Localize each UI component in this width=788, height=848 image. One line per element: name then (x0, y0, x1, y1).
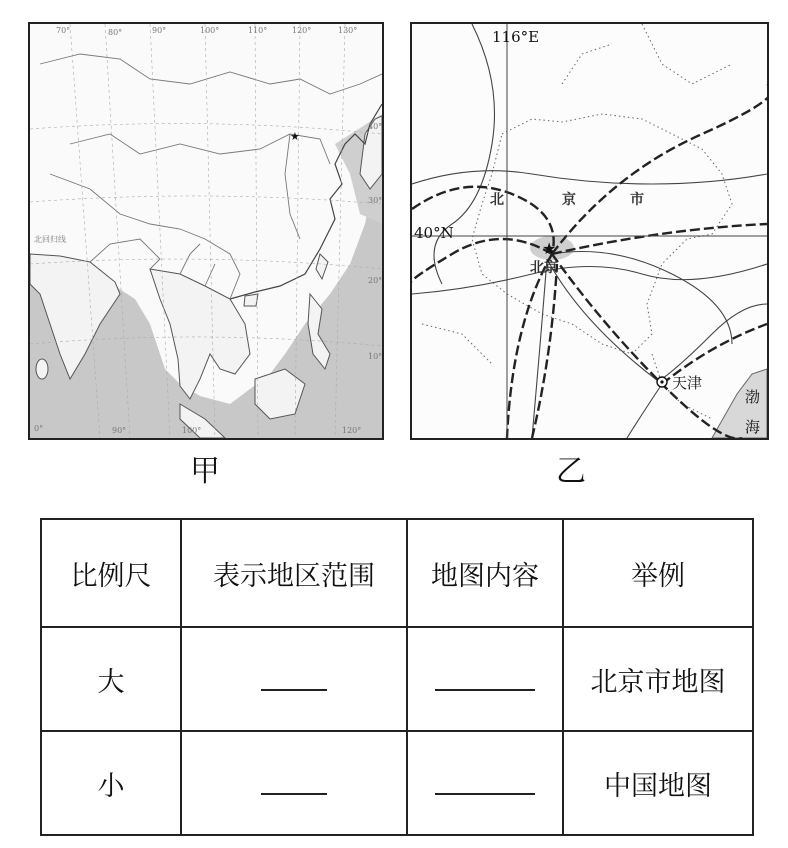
beijing-capital-star-icon: ★ (542, 239, 557, 258)
beijing-star-icon: ★ (290, 130, 300, 143)
cell-content-blank[interactable] (407, 731, 563, 835)
taiwan-island (316, 254, 328, 279)
table-header-row (41, 519, 753, 627)
hainan-island (244, 294, 258, 306)
beijing-map-drawing (412, 24, 767, 438)
cell-scale-small: 小 (41, 731, 181, 835)
asia-map-drawing (30, 24, 382, 438)
bottom-label-120: 120° (342, 426, 362, 435)
lon-label-80: 80° (108, 28, 123, 37)
map-a-caption: 甲 (190, 454, 220, 489)
lon-label-90: 90° (152, 26, 167, 35)
answer-blank[interactable] (261, 773, 327, 795)
lon-label-100: 100° (200, 26, 220, 35)
region-char-shi: 市 (630, 192, 644, 208)
cell-example-large: 北京市地图 (563, 627, 753, 731)
bottom-label-0: 0° (34, 424, 44, 433)
bottom-label-90: 90° (112, 426, 127, 435)
lon-label-130: 130° (338, 26, 358, 35)
bottom-label-100: 100° (182, 426, 202, 435)
lon-label-120: 120° (292, 26, 312, 35)
sea-char-bo: 渤 (745, 388, 761, 406)
roads (412, 24, 767, 438)
lat-label-10: 10° (368, 352, 383, 361)
lon-label-110: 110° (248, 26, 268, 35)
cell-area-blank[interactable] (181, 627, 407, 731)
lat-label-30: 30° (368, 196, 383, 205)
header-map-content: 地图内容 (407, 519, 563, 627)
table-row (41, 731, 753, 835)
lat-label-40n: 40°N (414, 224, 454, 242)
lon-label-116e: 116°E (492, 28, 540, 46)
header-scale: 比例尺 (41, 519, 181, 627)
lat-label-20: 20° (368, 276, 383, 285)
map-b-caption: 乙 (556, 454, 586, 489)
answer-blank[interactable] (261, 669, 327, 691)
cell-area-blank[interactable] (181, 731, 407, 835)
header-example: 举例 (563, 519, 753, 627)
header-area-range: 表示地区范围 (181, 519, 407, 627)
sea-char-hai: 海 (745, 418, 761, 436)
answer-blank[interactable] (435, 773, 535, 795)
sri-lanka-island (36, 359, 48, 379)
table-row (41, 627, 753, 731)
railways (412, 84, 767, 438)
map-beijing (410, 22, 769, 440)
tianjin-city-dot (660, 380, 663, 383)
lat-label-40: 40° (368, 122, 383, 131)
country-borders (40, 54, 382, 299)
answer-blank[interactable] (435, 669, 535, 691)
region-char-bei: 北 (490, 192, 504, 208)
cell-scale-large: 大 (41, 627, 181, 731)
region-char-jing: 京 (562, 192, 576, 208)
lon-label-70: 70° (56, 26, 71, 35)
tianjin-label: 天津 (672, 374, 703, 392)
tropic-of-cancer-label: 北回归线 (34, 235, 66, 244)
cell-content-blank[interactable] (407, 627, 563, 731)
cell-example-small: 中国地图 (563, 731, 753, 835)
capital-label: 北京 (530, 260, 558, 276)
map-asia (28, 22, 384, 440)
scale-comparison-table (40, 518, 754, 836)
